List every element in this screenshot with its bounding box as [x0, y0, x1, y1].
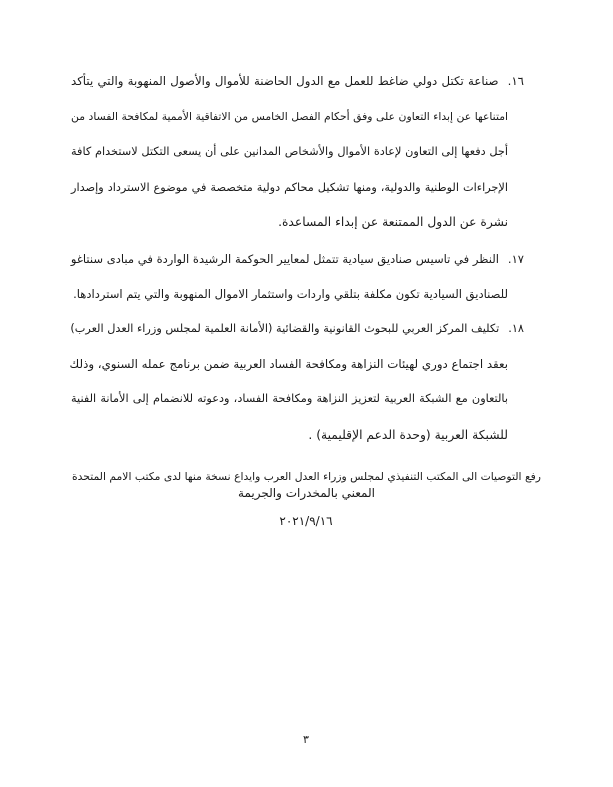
item-16-line-5: نشرة عن الدول الممتنعة عن إبداء المساعدة.: [278, 215, 508, 229]
item-16-line-4: الإجراءات الوطنية والدولية، ومنها تشكيل محاكم دولية متخصصة في موضوع الاسترداد وإصدار: [71, 181, 508, 194]
item-18-line-3: بالتعاون مع الشبكة العربية لتعزيز النزاهة ومكافحة الفساد، ودعوته للانضمام إلى الأمانة الفنية: [71, 392, 508, 405]
item-17-line-2: للصناديق السيادية تكون مكلفة بتلقي واردات واستثمار الاموال المنهوبة والتي يتم استردادها.: [73, 287, 508, 301]
document-date: ٢٠٢١/٩/١٦: [279, 514, 333, 528]
item-18-number: ١٨.: [508, 322, 524, 335]
closing-line-1: رفع التوصيات الى المكتب التنفيذي لمجلس وزراء العدل العرب وايداع نسخة منها لدى مكتب الامم المتحدة: [72, 470, 541, 483]
item-16-line-3: أجل دفعها إلى التعاون لإعادة الأموال والأشخاص المدانين على أن يسعى التكتل لاستخدام كافة: [71, 145, 508, 158]
item-18-line-4: للشبكة العربية (وحدة الدعم الإقليمية) .: [308, 428, 508, 442]
item-17-line-1: ١٧.النظر في تاسيس صناديق سيادية تتمثل لمعايير الحوكمة الرشيدة الواردة في مبادى سنتاغو: [70, 252, 524, 266]
item-16-line-1: ١٦.صناعة تكتل دولي ضاغط للعمل مع الدول الحاضنة للأموال والأصول المنهوبة والتي يتأكد: [71, 74, 524, 88]
item-16-line-2: امتناعها عن إبداء التعاون على وفق أحكام الفصل الخامس من الاتفاقية الأممية لمكافحة الفساد من: [71, 110, 508, 123]
item-18-line-2: بعقد اجتماع دوري لهيئات النزاهة ومكافحة الفساد العربية ضمن برنامج عمله السنوي، وذلك: [69, 357, 508, 371]
item-16-number: ١٦.: [507, 74, 524, 88]
item-17-number: ١٧.: [507, 252, 524, 266]
page-number: ٣: [303, 733, 309, 746]
item-18-line-1: ١٨.تكليف المركز العربي للبحوث القانونية والقضائية (الأمانة العلمية لمجلس وزراء العدل العرب): [71, 320, 524, 338]
closing-line-2: المعني بالمخدرات والجريمة: [238, 486, 375, 500]
